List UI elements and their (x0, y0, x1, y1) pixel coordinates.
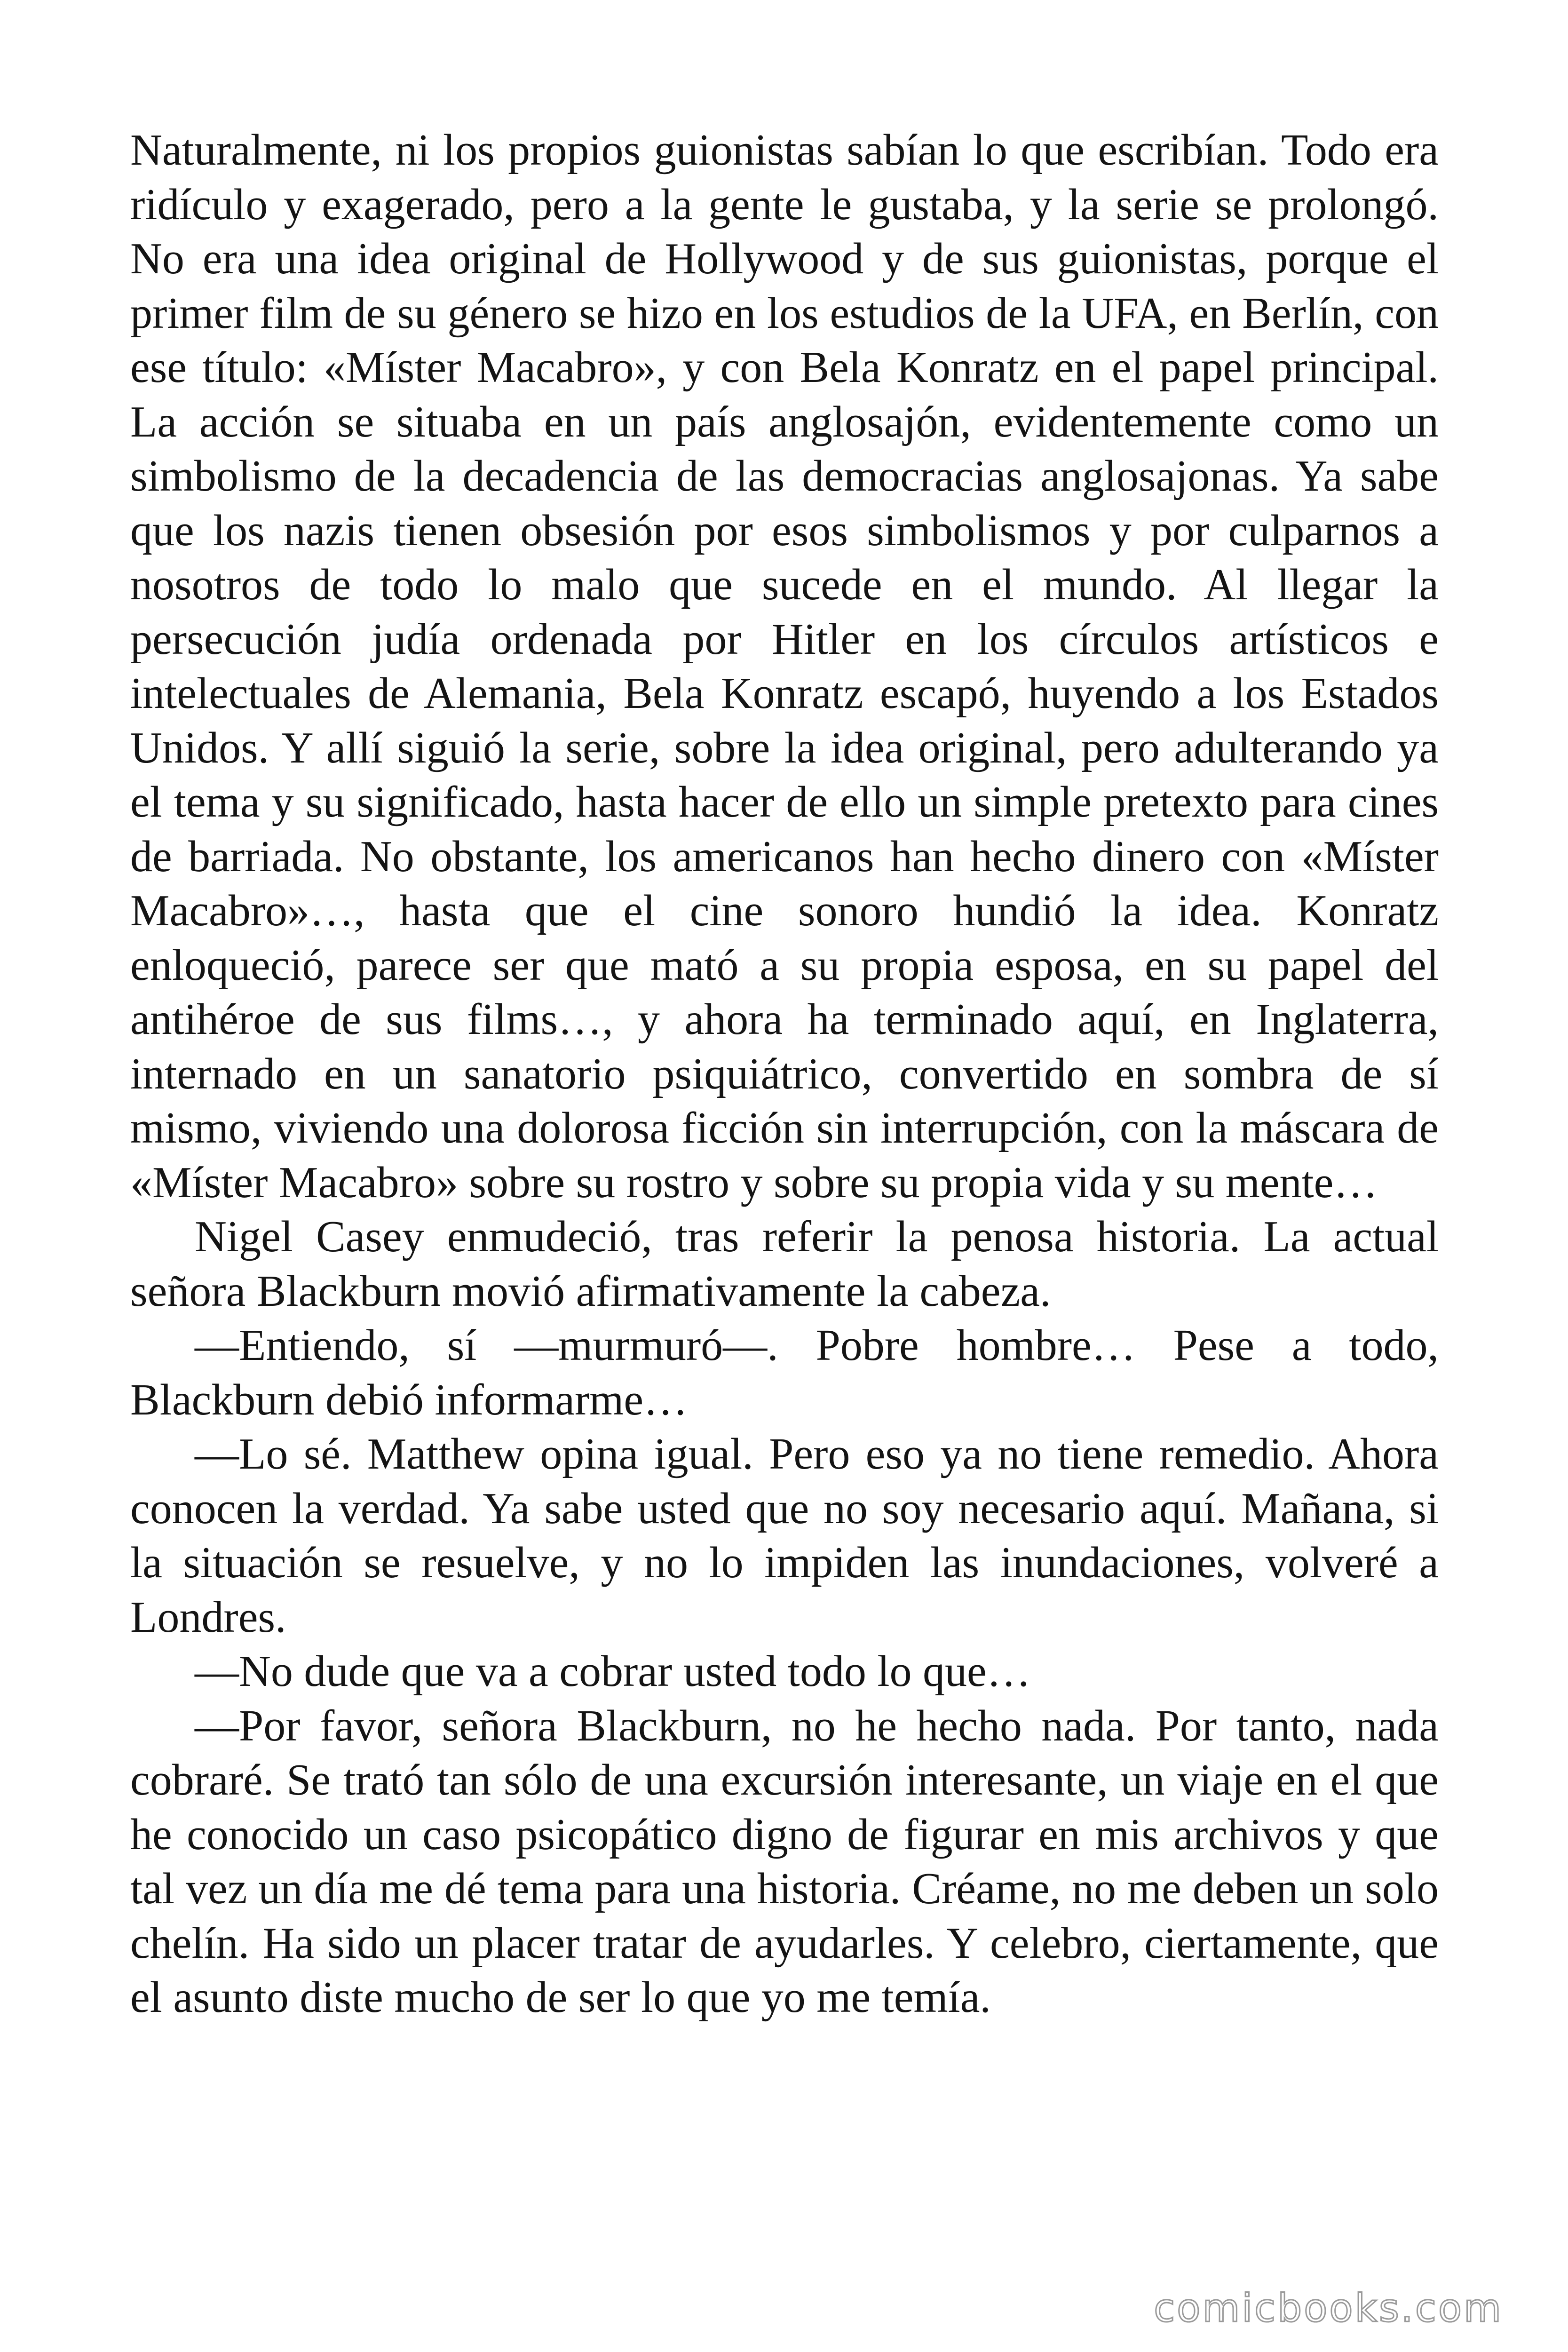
paragraph-dialogue: —No dude que va a cobrar usted todo lo que… (195, 1647, 1031, 1696)
body-text (130, 123, 1439, 2025)
watermark-logo: comicbooks.com (1154, 2286, 1503, 2331)
paragraph-dialogue: —Entiendo, sí —murmuró—. Pobre hombre… Pese a todo, Blackburn debió informarme… (130, 1321, 1439, 1424)
paragraph-narration: Nigel Casey enmudeció, tras referir la penosa historia. La actual señora Blackburn movió afirmativamente la cabeza. (130, 1212, 1439, 1316)
paragraph-dialogue: —Por favor, señora Blackburn, no he hecho nada. Por tanto, nada cobraré. Se trató tan sólo de una excursión interesante, un viaje en el que he conocido un caso psicopático digno de figurar en mis archivos y que tal vez un día me dé tema para una historia. Créame, no me deben un solo chelín. Ha sido un placer tratar de ayudarles. Y celebro, ciertamente, que el asunto diste mucho de ser lo que yo me temía. (130, 1701, 1439, 2022)
paragraph-dialogue: —Lo sé. Matthew opina igual. Pero eso ya no tiene remedio. Ahora conocen la verdad. Ya sabe usted que no soy necesario aquí. Mañana, si la situación se resuelve, y no lo impiden las inundaciones, volveré a Londres. (130, 1430, 1439, 1642)
paragraph-continuation: Naturalmente, ni los propios guionistas sabían lo que escribían. Todo era ridículo y exagerado, pero a la gente le gustaba, y la serie se prolongó. No era una idea original de Hollywood y de sus guionistas, porque el primer film de su género se hizo en los estudios de la UFA, en Berlín, con ese título: «Míster Macabro», y con Bela Konratz en el papel principal. La acción se situaba en un país anglosajón, evidentemente como un simbolismo de la decadencia de las democracias anglosajonas. Ya sabe que los nazis tienen obsesión por esos simbolismos y por culparnos a nosotros de todo lo malo que sucede en el mundo. Al llegar la persecución judía ordenada por Hitler en los círculos artísticos e intelectuales de Alemania, Bela Konratz escapó, huyendo a los Estados Unidos. Y allí siguió la serie, sobre la idea original, pero adulterando ya el tema y su significado, hasta hacer de ello un simple pretexto para cines de barriada. No obstante, los americanos han hecho dinero con «Míster Macabro»…, hasta que el cine sonoro hundió la idea. Konratz enloqueció, parece ser que mató a su propia esposa, en su papel del antihéroe de sus films…, y ahora ha terminado aquí, en Inglaterra, internado en un sanatorio psiquiátrico, convertido en sombra de sí mismo, viviendo una dolorosa ficción sin interrupción, con la máscara de «Míster Macabro» sobre su rostro y sobre su propia vida y su mente… (130, 126, 1439, 1207)
